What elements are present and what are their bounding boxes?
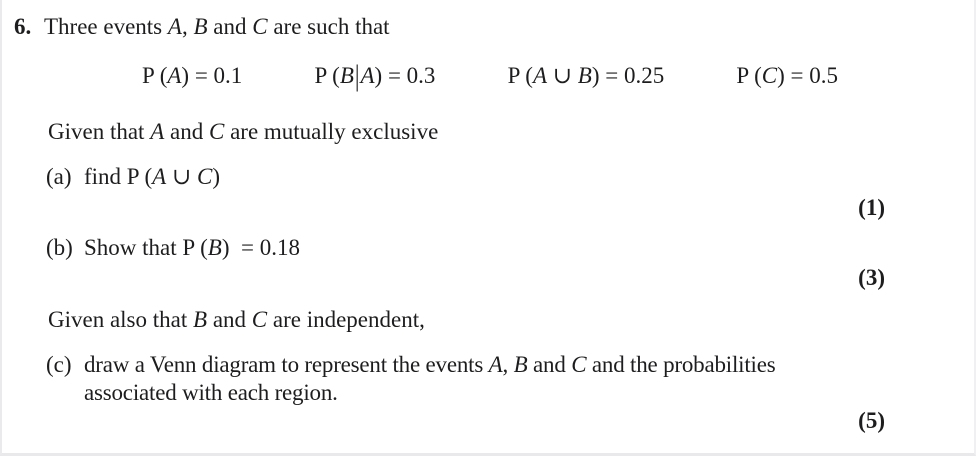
- question-number: 6.: [14, 14, 32, 39]
- part-c-text-segment: draw a Venn diagram to represent the events: [84, 352, 489, 377]
- event-c-letter: C: [571, 352, 587, 377]
- intro-text-segment: Three events: [44, 14, 168, 39]
- event-b-letter: B: [577, 63, 592, 88]
- equation-p-b-given-a: [314, 59, 436, 92]
- event-a-letter: A: [532, 63, 547, 88]
- event-a-letter: A: [488, 352, 503, 377]
- conditional-bar: |: [354, 59, 360, 92]
- question-intro-row: [2, 0, 974, 41]
- event-c-letter: C: [251, 307, 268, 332]
- event-c-letter: C: [208, 119, 225, 144]
- intro-text-segment: are such that: [267, 14, 390, 39]
- given-text-segment: Given that: [48, 119, 151, 144]
- event-a-letter: A: [167, 14, 182, 39]
- part-c-text-segment: ,: [502, 352, 514, 377]
- event-a-letter: A: [152, 164, 167, 189]
- event-a-letter: A: [150, 119, 165, 144]
- equation-segment: ) = 0.1: [181, 63, 243, 88]
- event-c-letter: C: [761, 63, 778, 88]
- part-b-text: [84, 234, 300, 262]
- event-b-letter: B: [193, 14, 208, 39]
- part-a-text-segment: find P (: [84, 164, 153, 189]
- part-a-row: [46, 163, 974, 191]
- intro-text-segment: and: [207, 14, 253, 39]
- event-b-letter: B: [513, 352, 528, 377]
- equation-segment: ) = 0.3: [374, 63, 436, 88]
- part-a-label: (a): [46, 164, 72, 189]
- part-b-label: (b): [46, 235, 73, 260]
- part-c-text: [84, 351, 824, 407]
- union-symbol: ∪: [547, 63, 578, 88]
- given-text-segment: Given also that: [48, 307, 193, 332]
- part-a-marks: (1): [858, 195, 885, 220]
- part-a-text: [84, 163, 220, 191]
- given-text-segment: are independent,: [267, 307, 425, 332]
- part-c-text-line2: associated with each region.: [84, 380, 338, 405]
- equation-segment: ) = 0.5: [777, 63, 838, 88]
- equation-segment: P (: [736, 63, 762, 88]
- part-b-marks: (3): [858, 265, 885, 290]
- part-c-text-segment: and the probabilities: [586, 352, 776, 377]
- given-text-segment: are mutually exclusive: [224, 119, 439, 144]
- part-b-row: [46, 234, 974, 262]
- equation-segment: P (: [142, 63, 168, 88]
- given-statement-2: [48, 306, 974, 334]
- event-a-letter: A: [167, 63, 182, 88]
- given-statement-1: [48, 118, 974, 146]
- equation-segment: ) = 0.25: [591, 63, 665, 88]
- event-c-letter: C: [197, 164, 213, 189]
- part-b-text-segment: Show that P (: [84, 235, 208, 260]
- equation-p-a: [142, 62, 242, 90]
- event-c-letter: C: [252, 14, 268, 39]
- event-b-letter: B: [193, 307, 208, 332]
- part-c-row: [46, 351, 974, 407]
- union-symbol: ∪: [166, 164, 197, 189]
- part-c-marks: (5): [858, 408, 885, 433]
- event-a-letter: A: [360, 63, 375, 88]
- equation-p-a-union-b: [508, 62, 665, 90]
- event-b-letter: B: [207, 235, 222, 260]
- part-c-label: (c): [46, 352, 72, 377]
- given-text-segment: and: [164, 119, 209, 144]
- equation-segment: P (: [507, 63, 533, 88]
- event-b-letter: B: [339, 63, 354, 88]
- part-b-text-segment: ) = 0.18: [221, 235, 300, 260]
- probability-equations-row: [142, 59, 838, 92]
- equation-p-c: [736, 62, 838, 90]
- part-c-text-segment: and: [527, 352, 572, 377]
- equation-segment: P (: [314, 63, 340, 88]
- given-text-segment: and: [207, 307, 252, 332]
- intro-text-segment: ,: [181, 14, 194, 39]
- question-intro-text: [44, 13, 390, 41]
- part-a-text-segment: ): [212, 164, 221, 189]
